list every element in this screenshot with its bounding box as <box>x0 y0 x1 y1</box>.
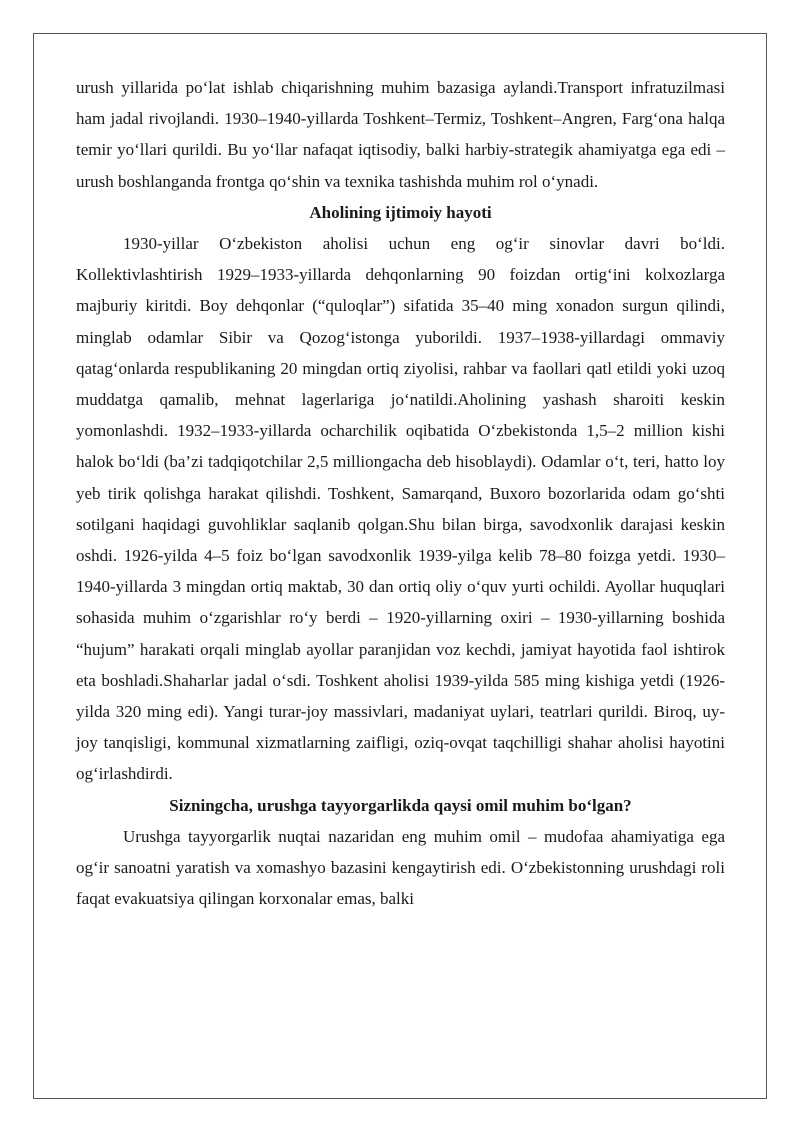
document-body <box>76 72 725 914</box>
section-heading: Aholining ijtimoiy hayoti <box>309 202 492 222</box>
paragraph: Urushga tayyorgarlik nuqtai nazaridan eng muhim omil – mudofaa ahamiyatiga ega og‘ir sanoatni yaratish va xomashyo bazasini kengaytirish edi. O‘zbekistonning urushdagi roli faqat evakuatsiya qilingan korxonalar emas, balki <box>76 826 725 909</box>
paragraph: urush yillarida po‘lat ishlab chiqarishning muhim bazasiga aylandi.Transport infratuzilmasi ham jadal rivojlandi. 1930–1940-yillarda Toshkent–Termiz, Toshkent–Angren, Farg‘ona halqa temir yo‘llari qurildi. Bu yo‘llar nafaqat iqtisodiy, balki harbiy-strategik ahamiyatga ega edi – urush boshlanganda frontga qo‘shin va texnika tashishda muhim rol o‘ynadi. <box>76 78 725 191</box>
section-heading: Sizningcha, urushga tayyorgarlikda qaysi omil muhim bo‘lgan? <box>169 795 632 815</box>
paragraph: 1930-yillar O‘zbekiston aholisi uchun eng og‘ir sinovlar davri bo‘ldi. Kollektivlashtirish 1929–1933-yillarda dehqonlarning 90 foizdan ortig‘ini kolxozlarga majburiy kiritdi. Boy dehqonlar (“quloqlar”) sifatida 35–40 ming xonadon surgun qilindi, minglab odamlar Sibir va Qozog‘istonga yuborildi. 1937–1938-yillardagi ommaviy qatag‘onlarda respublikaning 20 mingdan ortiq ziyolisi, rahbar va faollari qatl etildi yoki uzoq muddatga qamalib, mehnat lagerlariga jo‘natildi.Aholining yashash sharoiti keskin yomonlashdi. 1932–1933-yillarda ocharchilik oqibatida O‘zbekistonda 1,5–2 million kishi halok bo‘ldi (ba’zi tadqiqotchilar 2,5 milliongacha deb hisoblaydi). Odamlar o‘t, teri, hatto loy yeb tirik qolishga harakat qilishdi. Toshkent, Samarqand, Buxoro bozorlarida odam go‘shti sotilgani haqidagi guvohliklar saqlanib qolgan.Shu bilan birga, savodxonlik darajasi keskin oshdi. 1926-yilda 4–5 foiz bo‘lgan savodxonlik 1939-yilga kelib 78–80 foizga yetdi. 1930–1940-yillarda 3 mingdan ortiq maktab, 30 dan ortiq oliy o‘quv yurti ochildi. Ayollar huquqlari sohasida muhim o‘zgarishlar ro‘y berdi – 1920-yillarning oxiri – 1930-yillarning boshida “hujum” harakati orqali minglab ayollar paranjidan voz kechdi, jamiyat hayotida faol ishtirok eta boshladi.Shaharlar jadal o‘sdi. Toshkent aholisi 1939-yilda 585 ming kishiga yetdi (1926-yilda 320 ming edi). Yangi turar-joy massivlari, madaniyat uylari, teatrlari qurildi. Biroq, uy-joy tanqisligi, kommunal xizmatlarning zaifligi, oziq-ovqat taqchilligi shahar aholisi hayotini og‘irlashdirdi. <box>76 234 725 784</box>
